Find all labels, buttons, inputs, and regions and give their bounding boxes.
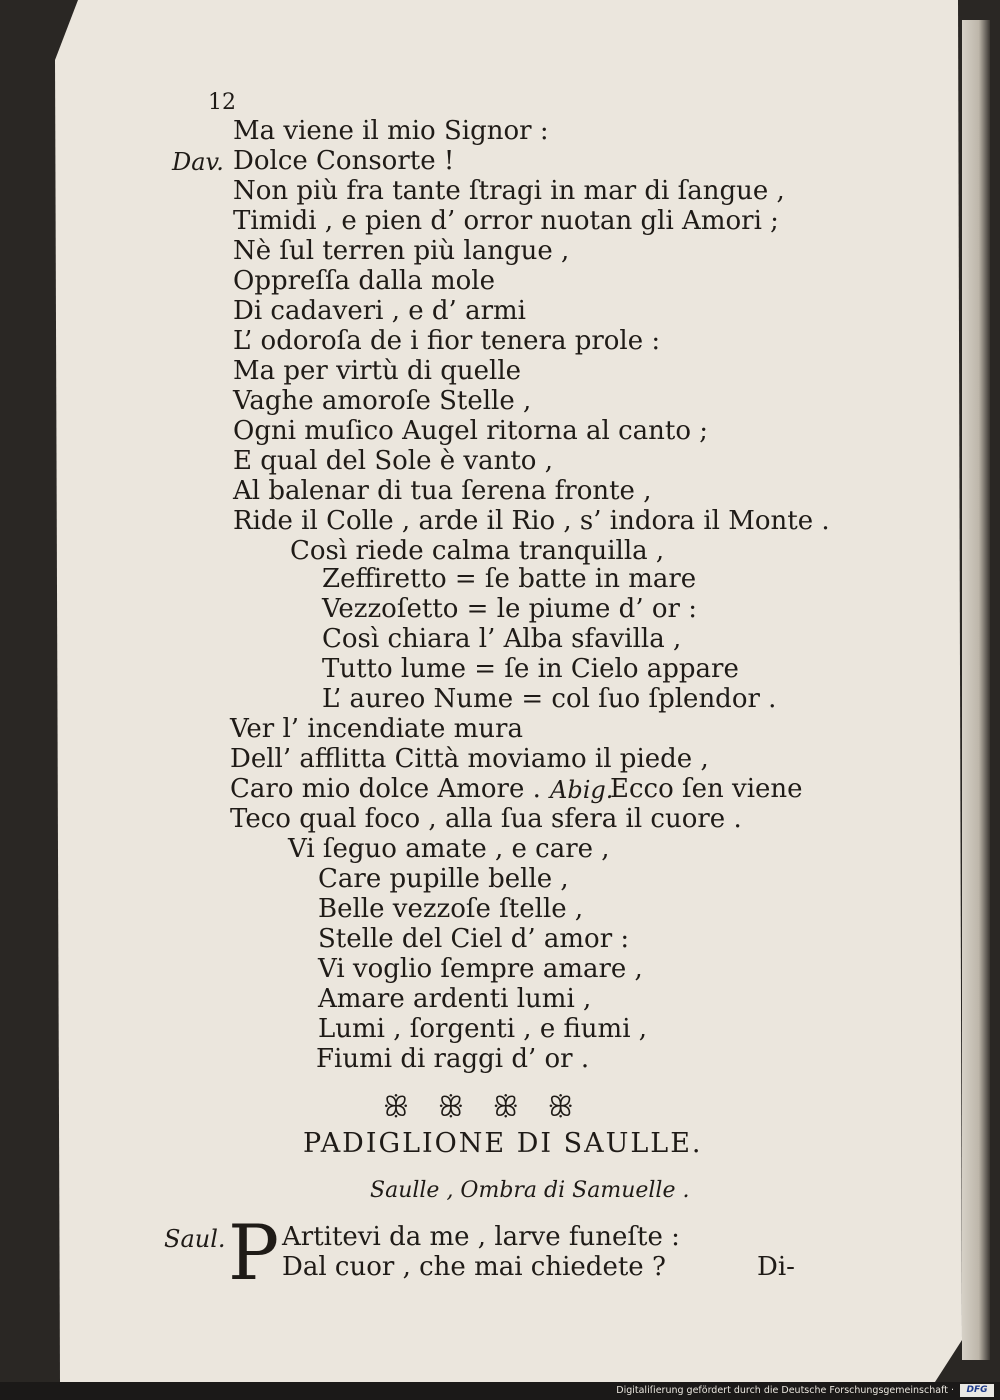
aria-line: Vi voglio ſempre amare , xyxy=(318,954,643,984)
verse-line: L’ odoroſa de i fior tenera prole : xyxy=(233,326,661,356)
aria-line: Vezzoſetto = le piume d’ or : xyxy=(322,594,697,624)
verse-line: Dell’ afflitta Città moviamo il piede , xyxy=(230,744,709,774)
aria-line: L’ aureo Nume = col ſuo ſplendor . xyxy=(322,684,777,714)
verse-line: Timidi , e pien d’ orror nuotan gli Amori ; xyxy=(233,206,779,236)
verse-line: Ride il Colle , arde il Rio , s’ indora il Monte . xyxy=(233,506,830,536)
verse-line: Dal cuor , che mai chiedete ? xyxy=(282,1252,666,1282)
aria-line: Stelle del Ciel d’ amor : xyxy=(318,924,630,954)
aria-line: Vi ſeguo amate , e care , xyxy=(288,834,610,864)
verse-line: Ogni muſico Augel ritorna al canto ; xyxy=(233,416,709,446)
page-edge xyxy=(962,20,990,1360)
verse-line: Ver l’ incendiate mura xyxy=(230,714,523,744)
scene-cast: Saulle , Ombra di Samuelle . xyxy=(370,1178,690,1203)
scene-title: PADIGLIONE DI SAULLE. xyxy=(303,1128,703,1159)
page-number: 12 xyxy=(208,90,236,115)
digitization-credit: Digitaliſierung gefördert durch die Deutsche Forschungsgemeinschaft · xyxy=(616,1385,954,1396)
aria-line: Lumi , ſorgenti , e fiumi , xyxy=(318,1014,648,1044)
aria-line: Zeffiretto = ſe batte in mare xyxy=(322,564,697,594)
verse-line: Dolce Consorte ! xyxy=(233,146,455,176)
verse-line: Ecco ſen viene xyxy=(610,774,803,804)
aria-line: Così riede calma tranquilla , xyxy=(290,536,665,566)
aria-line: Tutto lume = ſe in Cielo appare xyxy=(322,654,739,684)
verse-line: Di cadaveri , e d’ armi xyxy=(233,296,526,326)
speaker-abig: Abig. xyxy=(550,776,614,804)
verse-line: Caro mio dolce Amore . xyxy=(230,774,541,804)
verse-line: Ma viene il mio Signor : xyxy=(233,116,549,146)
aria-line: Amare ardenti lumi , xyxy=(318,984,592,1014)
aria-line: Belle vezzoſe ſtelle , xyxy=(318,894,584,924)
catchword: Di- xyxy=(757,1252,795,1282)
verse-line: Oppreſſa dalla mole xyxy=(233,266,495,296)
verse-line: Al balenar di tua ſerena fronte , xyxy=(233,476,652,506)
verse-line: Ma per virtù di quelle xyxy=(233,356,522,386)
speaker-saul: Saul. xyxy=(164,1225,226,1253)
aria-line: Care pupille belle , xyxy=(318,864,569,894)
verse-line: Artitevi da me , larve funeſte : xyxy=(282,1222,680,1252)
verse-line: Vaghe amoroſe Stelle , xyxy=(233,386,532,416)
dfg-logo: DFG xyxy=(960,1384,994,1397)
drop-cap: P xyxy=(228,1208,280,1297)
verse-line: Teco qual foco , alla ſua sfera il cuore . xyxy=(230,804,742,834)
verse-line: Non più fra tante ſtragi in mar di ſangue , xyxy=(233,176,785,206)
speaker-dav: Dav. xyxy=(172,148,224,176)
verse-line: E qual del Sole è vanto , xyxy=(233,446,553,476)
verse-line: Nè ſul terren più langue , xyxy=(233,236,570,266)
aria-line: Così chiara l’ Alba sfavilla , xyxy=(322,624,682,654)
aria-line: Fiumi di raggi d’ or . xyxy=(316,1044,590,1074)
printer-ornament: ꕥ ꕥ ꕥ ꕥ xyxy=(383,1090,584,1123)
